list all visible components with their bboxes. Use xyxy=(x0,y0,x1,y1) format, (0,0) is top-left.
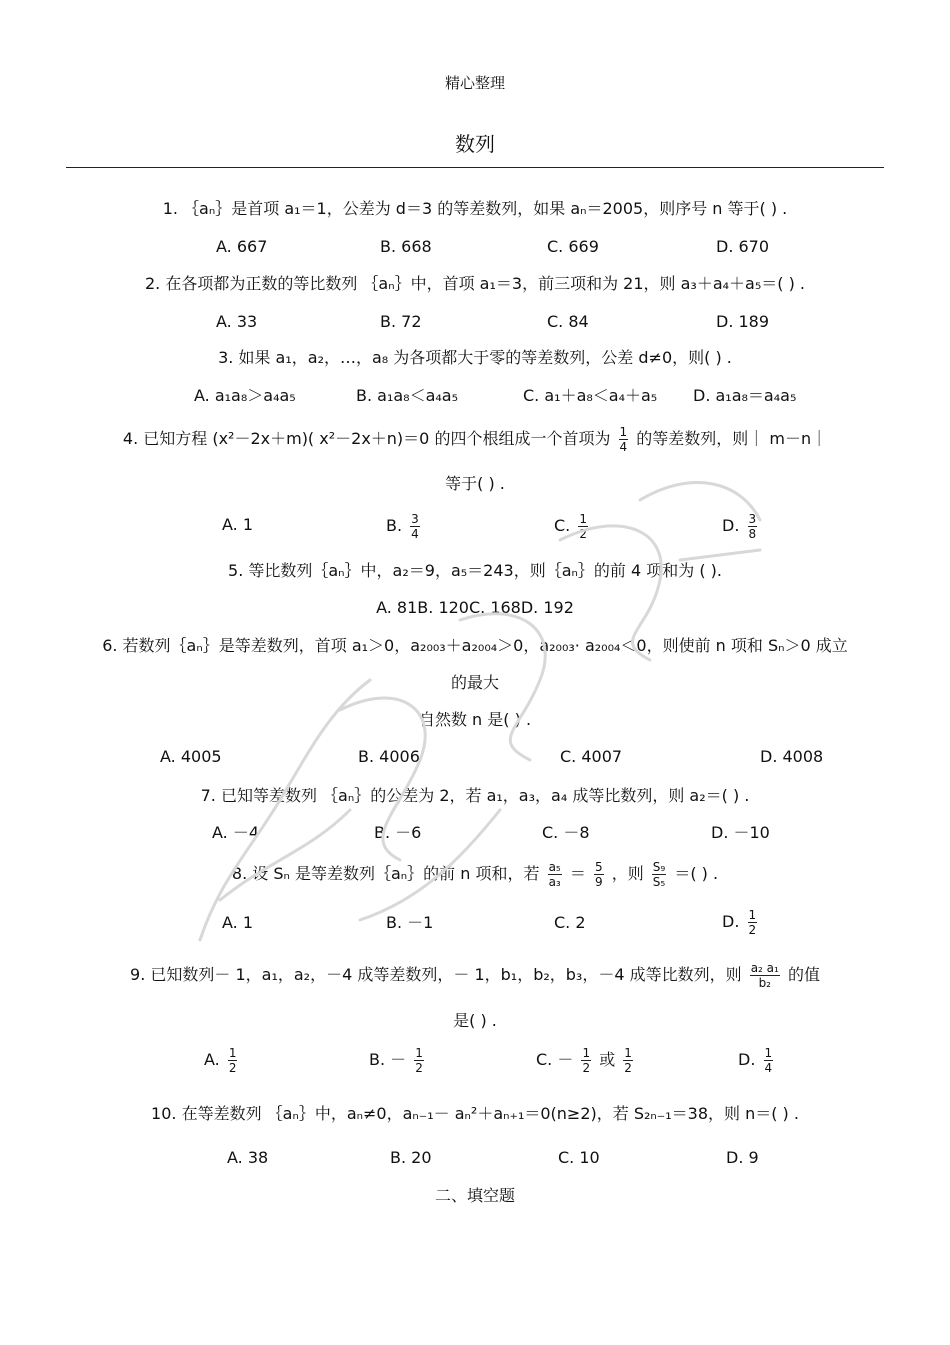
fraction-denominator: 2 xyxy=(582,1061,591,1075)
option-d xyxy=(722,512,760,541)
title-divider xyxy=(66,167,884,168)
fraction-denominator: 2 xyxy=(624,1061,632,1075)
fraction-denominator: 2 xyxy=(228,1061,237,1075)
question-6-stem-end: 自然数 n 是( ) . xyxy=(418,710,532,729)
option-c: C. 2 xyxy=(554,913,586,932)
option-label: B. xyxy=(386,516,403,535)
question-9-text-b: 的值 xyxy=(787,965,820,984)
option-label: D. xyxy=(722,516,740,535)
question-6-stem: 6. 若数列｛aₙ｝是等差数列，首项 a₁＞0，a₂₀₀₃＋a₂₀₀₄＞0，a₂₀₀₃· a₂₀₀₄＜0，则使前 n 项和 Sₙ＞0 成立 xyxy=(102,636,848,655)
question-9-text-a: 9. 已知数列－ 1，a₁，a₂，－4 成等差数列，－ 1，b₁，b₂，b₃，－4 成等比数列，则 xyxy=(130,965,742,984)
fraction-numerator: 1 xyxy=(619,425,628,439)
option-b: B. 668 xyxy=(380,237,432,256)
question-9-stem-continued: 是( ) . xyxy=(453,1011,497,1030)
question-5-stem: 5. 等比数列｛aₙ｝中，a₂＝9，a₅＝243，则｛aₙ｝的前 4 项和为 ( ). xyxy=(228,561,722,580)
question-6-options xyxy=(0,746,950,770)
fraction-denominator: 4 xyxy=(411,527,419,541)
fraction-a2-a1-over-b2 xyxy=(750,961,780,990)
option-c: C. 669 xyxy=(547,237,599,256)
option-b: B. －6 xyxy=(374,823,422,842)
fraction-denominator: b₂ xyxy=(758,976,771,990)
fraction-numerator: 1 xyxy=(764,1046,773,1060)
option-d: D. a₁a₈＝a₄a₅ xyxy=(693,386,797,405)
question-3-options xyxy=(0,385,950,409)
question-2-stem: 2. 在各项都为正数的等比数列 ｛aₙ｝中，首项 a₁＝3，前三项和为 21，则 a₃＋a₄＋a₅＝( ) . xyxy=(144,274,806,293)
option-a xyxy=(204,1046,240,1075)
option-c xyxy=(554,512,591,541)
fraction-numerator: 3 xyxy=(411,512,419,526)
option-label: D. xyxy=(722,912,740,931)
option-b: B. 20 xyxy=(390,1148,432,1167)
option-b xyxy=(386,512,423,541)
question-8-text-c: ＝( ) . xyxy=(674,864,719,883)
question-4-stem-continued: 等于( ) . xyxy=(445,474,505,493)
fraction-numerator: S₉ xyxy=(652,860,666,874)
option-label: B. － xyxy=(369,1050,407,1069)
option-fraction xyxy=(228,1046,238,1075)
option-c: C. 10 xyxy=(558,1148,600,1167)
option-a: A. 667 xyxy=(216,237,268,256)
question-4-text-b: 的等差数列，则｜ m－n｜ xyxy=(636,429,828,448)
option-a: A. －4 xyxy=(212,823,260,842)
option-c: C. 84 xyxy=(547,312,589,331)
option-fraction xyxy=(410,512,420,541)
fraction-numerator: a₂ a₁ xyxy=(750,961,779,975)
fraction-numerator: 1 xyxy=(582,1046,591,1060)
option-d: D. 189 xyxy=(716,312,770,331)
fraction-denominator: S₅ xyxy=(652,875,666,889)
fraction-numerator: 1 xyxy=(228,1046,237,1060)
fraction-5-9 xyxy=(594,860,604,889)
option-fraction xyxy=(578,512,588,541)
option-label: C. － xyxy=(536,1050,574,1069)
question-4-options xyxy=(0,512,950,541)
option-fraction xyxy=(748,908,758,937)
option-connector: 或 xyxy=(599,1050,616,1069)
option-label: A. xyxy=(204,1050,220,1069)
option-a: A. 4005 xyxy=(160,747,222,766)
fraction-numerator: 1 xyxy=(579,512,587,526)
question-9-stem xyxy=(66,961,884,990)
option-c xyxy=(536,1046,636,1075)
option-d: D. 670 xyxy=(716,237,770,256)
option-c: C. 4007 xyxy=(560,747,623,766)
option-b xyxy=(369,1046,427,1075)
option-fraction-second xyxy=(623,1046,633,1075)
fraction-denominator: 2 xyxy=(579,527,587,541)
section-heading-fill-in: 二、填空题 xyxy=(434,1186,515,1205)
fraction-denominator: 2 xyxy=(415,1061,423,1075)
option-c: C. a₁＋a₈＜a₄＋a₅ xyxy=(523,386,658,405)
option-a: A. a₁a₈＞a₄a₅ xyxy=(194,386,296,405)
question-5-options: A. 81B. 120C. 168D. 192 xyxy=(376,598,574,617)
option-a: A. 1 xyxy=(222,515,254,534)
option-b: B. a₁a₈＜a₄a₅ xyxy=(356,386,459,405)
fraction-numerator: 3 xyxy=(748,512,757,526)
question-7-options xyxy=(0,822,950,846)
option-c: C. －8 xyxy=(542,823,590,842)
question-8-text-b: ，则 xyxy=(611,864,644,883)
option-a: A. 38 xyxy=(227,1148,269,1167)
option-fraction xyxy=(748,512,758,541)
fraction-one-quarter xyxy=(619,425,629,454)
fraction-numerator: 1 xyxy=(624,1046,632,1060)
question-6-stem-continued: 的最大 xyxy=(450,673,499,692)
option-b: B. 72 xyxy=(380,312,422,331)
fraction-denominator: 9 xyxy=(594,875,603,889)
option-fraction xyxy=(414,1046,424,1075)
option-b: B. 4006 xyxy=(358,747,420,766)
fraction-numerator: a₅ xyxy=(548,860,561,874)
question-4-text-a: 4. 已知方程 (x²－2x＋m)( x²－2x＋n)＝0 的四个根组成一个首项为 xyxy=(122,429,611,448)
fraction-denominator: 8 xyxy=(748,527,757,541)
fraction-denominator: 4 xyxy=(619,440,628,454)
question-9-options xyxy=(0,1046,950,1075)
fraction-numerator: 1 xyxy=(748,908,757,922)
option-fraction xyxy=(581,1046,591,1075)
option-b: B. －1 xyxy=(386,913,434,932)
fraction-numerator: 5 xyxy=(594,860,603,874)
question-8-stem xyxy=(66,860,884,889)
question-8-text-a: 8. 设 Sₙ 是等差数列｛aₙ｝的前 n 项和，若 xyxy=(231,864,540,883)
question-1-options xyxy=(0,236,950,260)
option-fraction xyxy=(764,1046,774,1075)
question-1-stem: 1. ｛aₙ｝是首项 a₁＝1，公差为 d＝3 的等差数列，如果 aₙ＝2005，则序号 n 等于( ) . xyxy=(162,199,788,218)
option-d: D. 9 xyxy=(726,1148,759,1167)
option-d: D. 4008 xyxy=(760,747,824,766)
fraction-s9-s5 xyxy=(652,860,666,889)
page-title: 数列 xyxy=(455,132,495,156)
fraction-numerator: 1 xyxy=(415,1046,423,1060)
question-10-options xyxy=(0,1147,950,1171)
question-7-stem: 7. 已知等差数列 ｛aₙ｝的公差为 2，若 a₁，a₃，a₄ 成等比数列，则 a₂＝( ) . xyxy=(200,786,750,805)
question-10-stem: 10. 在等差数列 ｛aₙ｝中，aₙ≠0，aₙ₋₁－ aₙ²＋aₙ₊₁＝0(n≥2)，若 S₂ₙ₋₁＝38，则 n＝( ) . xyxy=(151,1104,799,1123)
option-a: A. 33 xyxy=(216,312,258,331)
option-d: D. －10 xyxy=(711,823,770,842)
question-4-stem xyxy=(66,425,884,454)
page-header: 精心整理 xyxy=(444,74,505,92)
question-3-stem: 3. 如果 a₁，a₂，…，a₈ 为各项都大于零的等差数列，公差 d≠0，则( ) . xyxy=(218,348,732,367)
question-2-options xyxy=(0,311,950,335)
fraction-a5-a3 xyxy=(548,860,562,889)
option-a: A. 1 xyxy=(222,913,254,932)
fraction-denominator: a₃ xyxy=(548,875,561,889)
option-d xyxy=(722,908,760,937)
fraction-denominator: 4 xyxy=(764,1061,773,1075)
question-8-options xyxy=(0,908,950,937)
fraction-denominator: 2 xyxy=(748,923,757,937)
option-d xyxy=(738,1046,776,1075)
option-label: D. xyxy=(738,1050,756,1069)
equals-sign: ＝ xyxy=(569,864,586,883)
option-label: C. xyxy=(554,516,571,535)
